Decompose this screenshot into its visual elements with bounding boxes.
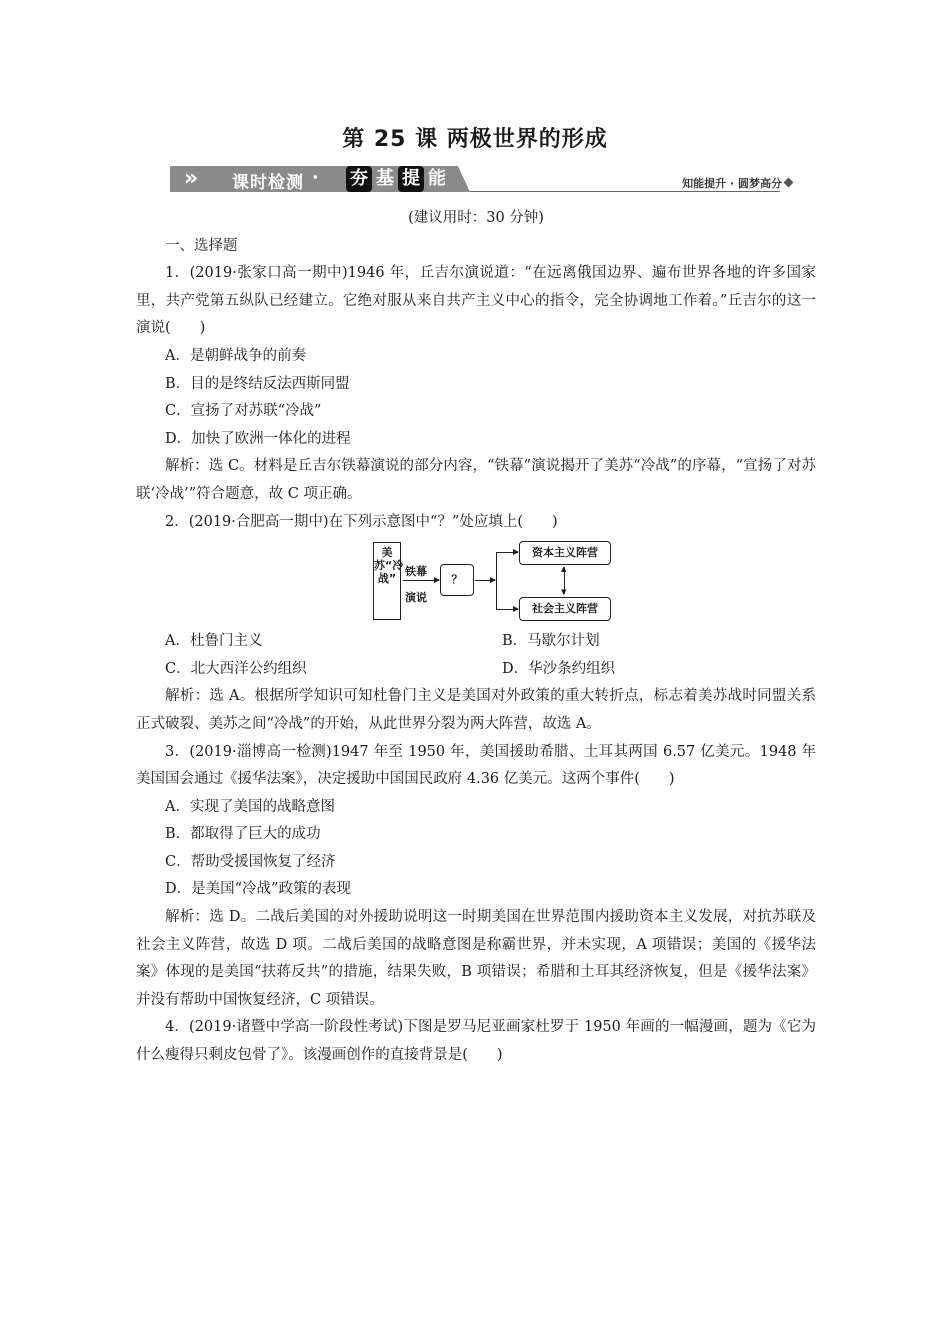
diagram-socialist-box: 社会主义阵营 <box>519 597 611 621</box>
arrow-right-icon <box>403 580 439 581</box>
banner-slogan: 知能提升 · 圆梦高分 <box>682 177 782 190</box>
arrow-up-icon: ▲ <box>561 565 567 574</box>
diamond-icon <box>784 178 794 188</box>
diagram-capitalist-box: 资本主义阵营 <box>519 541 611 565</box>
question-3-option: D．是美国“冷战”政策的表现 <box>165 881 351 898</box>
question-1-option: B．目的是终结反法西斯同盟 <box>165 375 350 392</box>
banner-label: 课时检测 <box>232 173 304 193</box>
banner-badge: 夯 <box>346 166 372 192</box>
question-1-option: D．加快了欧洲一体化的进程 <box>165 430 351 447</box>
question-1-option: A．是朝鲜战争的前奏 <box>165 347 306 364</box>
diagram-branch-line <box>496 552 497 609</box>
question-2-options-row <box>136 656 816 684</box>
question-3-option: A．实现了美国的战略意图 <box>165 798 335 815</box>
question-3-option: C．帮助受援国恢复了经济 <box>165 853 336 870</box>
question-1-option: C．宣扬了对苏联“冷战” <box>165 403 322 420</box>
question-2-option: C．北大西洋公约组织 <box>165 660 307 677</box>
question-4-stem: 4．(2019·诸暨中学高一阶段性考试)下图是罗马尼亚画家杜罗于 1950 年画的一幅漫画，题为《它为什么瘦得只剩皮包骨了》。该漫画创作的直接背景是( ) <box>136 1019 816 1064</box>
question-2-diagram <box>136 540 816 622</box>
banner-dot: · <box>312 168 320 188</box>
chevron-right-icon: » <box>184 166 199 191</box>
diagram-question-box: ？ <box>440 564 474 596</box>
question-1-analysis: 解析：选 C。材料是丘吉尔铁幕演说的部分内容，“铁幕”演说揭开了美苏“冷战”的序幕，“宣扬了对苏联‘冷战’”符合题意，故 C 项正确。 <box>136 458 816 502</box>
question-2-option: D．华沙条约组织 <box>502 660 616 677</box>
page-title: 第 25 课 两极世界的形成 <box>342 127 608 152</box>
time-note: (建议用时：30 分钟) <box>408 210 544 226</box>
banner-badge: 基 <box>376 168 394 189</box>
arrow-right-icon <box>496 609 518 610</box>
banner-badge: 提 <box>398 166 424 192</box>
question-2-option: B．马歇尔计划 <box>502 633 600 650</box>
question-2-options-row <box>136 628 816 656</box>
diagram-left-box: 美苏“冷战” <box>373 542 401 620</box>
exercise-content <box>136 205 816 1070</box>
arrow-right-icon <box>475 580 495 581</box>
question-1-stem: 1．(2019·张家口高一期中)1946 年，丘吉尔演说道：“在远离俄国边界、遍布世界各地的许多国家里，共产党第五纵队已经建立。它绝对服从来自共产主义中心的指令，完全协调地工作着。”丘吉尔的这一演说( ) <box>136 265 816 337</box>
diagram-arrow-label-top: 铁幕 <box>405 565 427 579</box>
arrow-right-icon <box>496 552 518 553</box>
diagram-arrow-label-bottom: 演说 <box>405 591 427 605</box>
question-2-stem: 2．(2019·合肥高一期中)在下列示意图中“？”处应填上( ) <box>165 513 558 530</box>
question-2-option: A．杜鲁门主义 <box>165 633 263 650</box>
arrow-down-icon: ▼ <box>561 588 567 597</box>
question-3-option: B．都取得了巨大的成功 <box>165 826 321 843</box>
section-banner <box>170 163 790 197</box>
question-3-analysis: 解析：选 D。二战后美国的对外援助说明这一时期美国在世界范围内援助资本主义发展，对抗苏联及社会主义阵营，故选 D 项。二战后美国的战略意图是称霸世界，并未实现，A 项错误；美国的《援华法案》体现的是美国“扶蒋反共”的措施，结果失败，B 项错误；希腊和土耳其经济恢复，但是《援华法案》并没有帮助中国恢复经济，C 项错误。 <box>136 909 816 1008</box>
banner-badge: 能 <box>428 168 446 189</box>
question-2-analysis: 解析：选 A。根据所学知识可知杜鲁门主义是美国对外政策的重大转折点，标志着美苏战时同盟关系正式破裂、美苏之间“冷战”的开始，从此世界分裂为两大阵营，故选 A。 <box>136 688 816 732</box>
banner-rule <box>470 191 780 192</box>
question-3-stem: 3．(2019·淄博高一检测)1947 年至 1950 年，美国援助希腊、土耳其两国 6.57 亿美元。1948 年美国国会通过《援华法案》，决定援助中国国民政府 4.36 亿美元。这两个事件( ) <box>136 743 816 788</box>
section-heading: 一、选择题 <box>165 237 238 254</box>
